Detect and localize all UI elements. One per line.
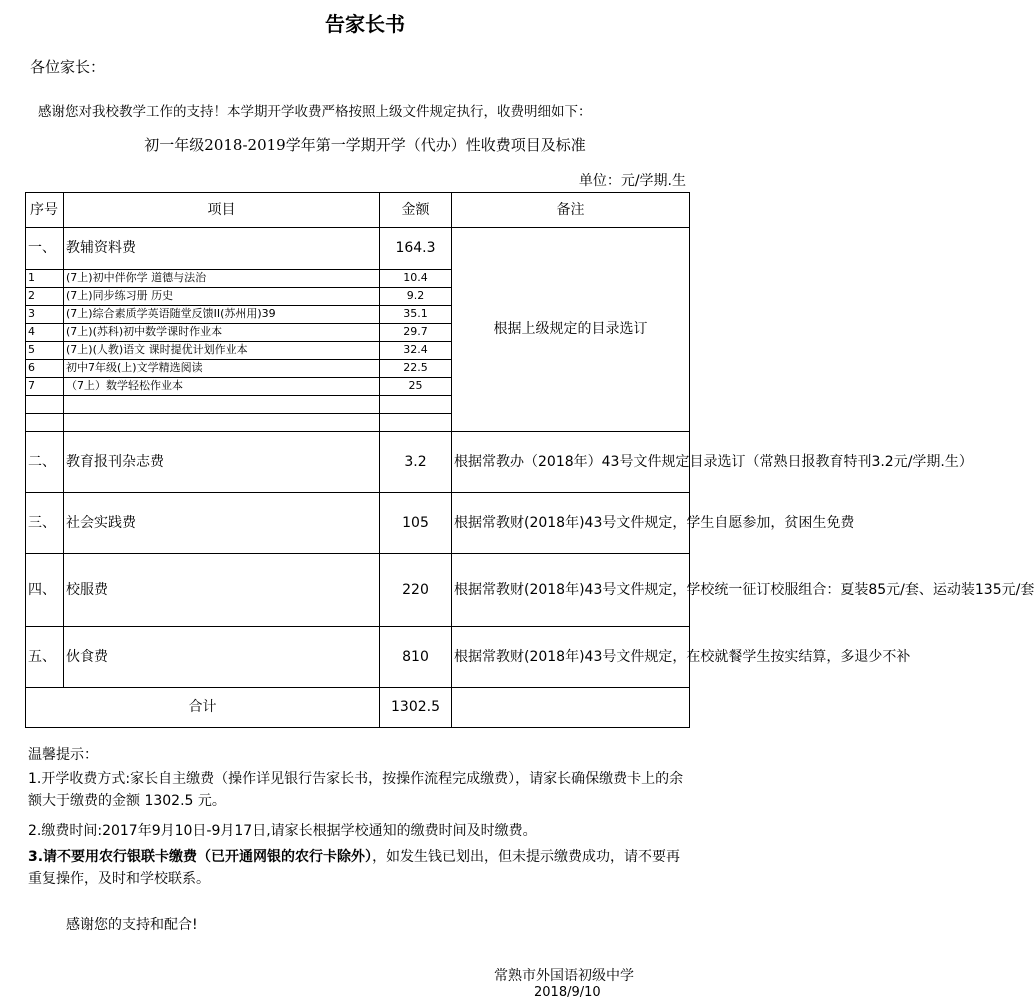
row-no: 7 <box>26 378 64 396</box>
greeting: 各位家长： <box>30 58 106 76</box>
row-amount: 220 <box>380 554 452 627</box>
row-no: 3 <box>26 306 64 324</box>
empty-cell <box>26 414 64 432</box>
row-item: (7上)(人教)语文 课时提优计划作业本 <box>64 342 380 360</box>
row-no: 二、 <box>26 432 64 493</box>
row-note: 根据常教财(2018年)43号文件规定，学生自愿参加，贫困生免费 <box>452 493 690 554</box>
row-no: 2 <box>26 288 64 306</box>
row-item: 教辅资料费 <box>64 228 380 270</box>
table-header-row <box>26 193 690 228</box>
total-label: 合计 <box>26 688 380 728</box>
row-item: (7上)综合素质学英语随堂反馈II(苏州用)39 <box>64 306 380 324</box>
row-item: 校服费 <box>64 554 380 627</box>
row-item: 社会实践费 <box>64 493 380 554</box>
thanks-text: 感谢您的支持和配合! <box>66 917 198 933</box>
empty-cell <box>64 414 380 432</box>
row-amount: 29.7 <box>380 324 452 342</box>
tip-card-warning-bold: 3.请不要用农行银联卡缴费（已开通网银的农行卡除外） <box>28 849 373 865</box>
row-item: 教育报刊杂志费 <box>64 432 380 493</box>
row-amount: 810 <box>380 627 452 688</box>
row-item: 伙食费 <box>64 627 380 688</box>
row-no: 5 <box>26 342 64 360</box>
row-note: 根据上级规定的目录选订 <box>452 228 690 432</box>
row-note: 根据常教办（2018年）43号文件规定目录选订（常熟日报教育特刊3.2元/学期.生） <box>452 432 690 493</box>
empty-cell <box>380 396 452 414</box>
row-amount: 32.4 <box>380 342 452 360</box>
fee-table <box>25 192 1034 728</box>
total-note-empty <box>452 688 690 728</box>
empty-cell <box>64 396 380 414</box>
total-amount: 1302.5 <box>380 688 452 728</box>
row-amount: 25 <box>380 378 452 396</box>
table-subtitle: 初一年级2018-2019学年第一学期开学（代办）性收费项目及标准 <box>144 136 586 154</box>
row-item: 初中7年级(上)文学精选阅读 <box>64 360 380 378</box>
row-amount: 3.2 <box>380 432 452 493</box>
row-amount: 105 <box>380 493 452 554</box>
table-row <box>26 554 690 627</box>
table-row <box>26 493 690 554</box>
row-amount: 10.4 <box>380 270 452 288</box>
row-note: 根据常教财(2018年)43号文件规定，在校就餐学生按实结算，多退少不补 <box>452 627 690 688</box>
row-no: 1 <box>26 270 64 288</box>
row-amount: 22.5 <box>380 360 452 378</box>
table-row <box>26 627 690 688</box>
row-amount: 35.1 <box>380 306 452 324</box>
row-no: 五、 <box>26 627 64 688</box>
row-no: 一、 <box>26 228 64 270</box>
empty-cell <box>26 396 64 414</box>
row-no: 4 <box>26 324 64 342</box>
row-item: (7上)初中伴你学 道德与法治 <box>64 270 380 288</box>
total-row <box>26 688 690 728</box>
tip-card-warning <box>28 846 690 890</box>
table-row <box>26 432 690 493</box>
table-row <box>26 228 690 270</box>
tips-heading: 温馨提示： <box>28 747 98 763</box>
row-amount: 9.2 <box>380 288 452 306</box>
tip-payment-time: 2.缴费时间:2017年9月10日-9月17日,请家长根据学校通知的缴费时间及时缴费。 <box>28 823 537 839</box>
letter-date: 2018/9/10 <box>534 985 601 1000</box>
school-name: 常熟市外国语初级中学 <box>494 968 634 984</box>
row-no: 6 <box>26 360 64 378</box>
tip-card-warning-rest: ，如发生钱已划出，但未提示缴费成功，请不要再重复操作，及时和学校联系。 <box>28 849 681 887</box>
intro-text: 感谢您对我校教学工作的支持！本学期开学收费严格按照上级文件规定执行，收费明细如下： <box>38 104 592 120</box>
row-no: 三、 <box>26 493 64 554</box>
header-no: 序号 <box>26 193 64 228</box>
header-item: 项目 <box>64 193 380 228</box>
row-item: (7上)同步练习册 历史 <box>64 288 380 306</box>
row-item: （7上）数学轻松作业本 <box>64 378 380 396</box>
unit-label: 单位：元/学期.生 <box>578 173 686 189</box>
row-note: 根据常教财(2018年)43号文件规定，学校统一征订校服组合：夏装85元/套、运动装135元/套 <box>452 554 690 627</box>
header-amount: 金额 <box>380 193 452 228</box>
row-amount: 164.3 <box>380 228 452 270</box>
header-note: 备注 <box>452 193 690 228</box>
row-item: (7上)(苏科)初中数学课时作业本 <box>64 324 380 342</box>
page-title: 告家长书 <box>325 12 405 36</box>
empty-cell <box>380 414 452 432</box>
tip-payment-method: 1.开学收费方式:家长自主缴费（操作详见银行告家长书，按操作流程完成缴费），请家长确保缴费卡上的余额大于缴费的金额 1302.5 元。 <box>28 771 684 809</box>
row-no: 四、 <box>26 554 64 627</box>
